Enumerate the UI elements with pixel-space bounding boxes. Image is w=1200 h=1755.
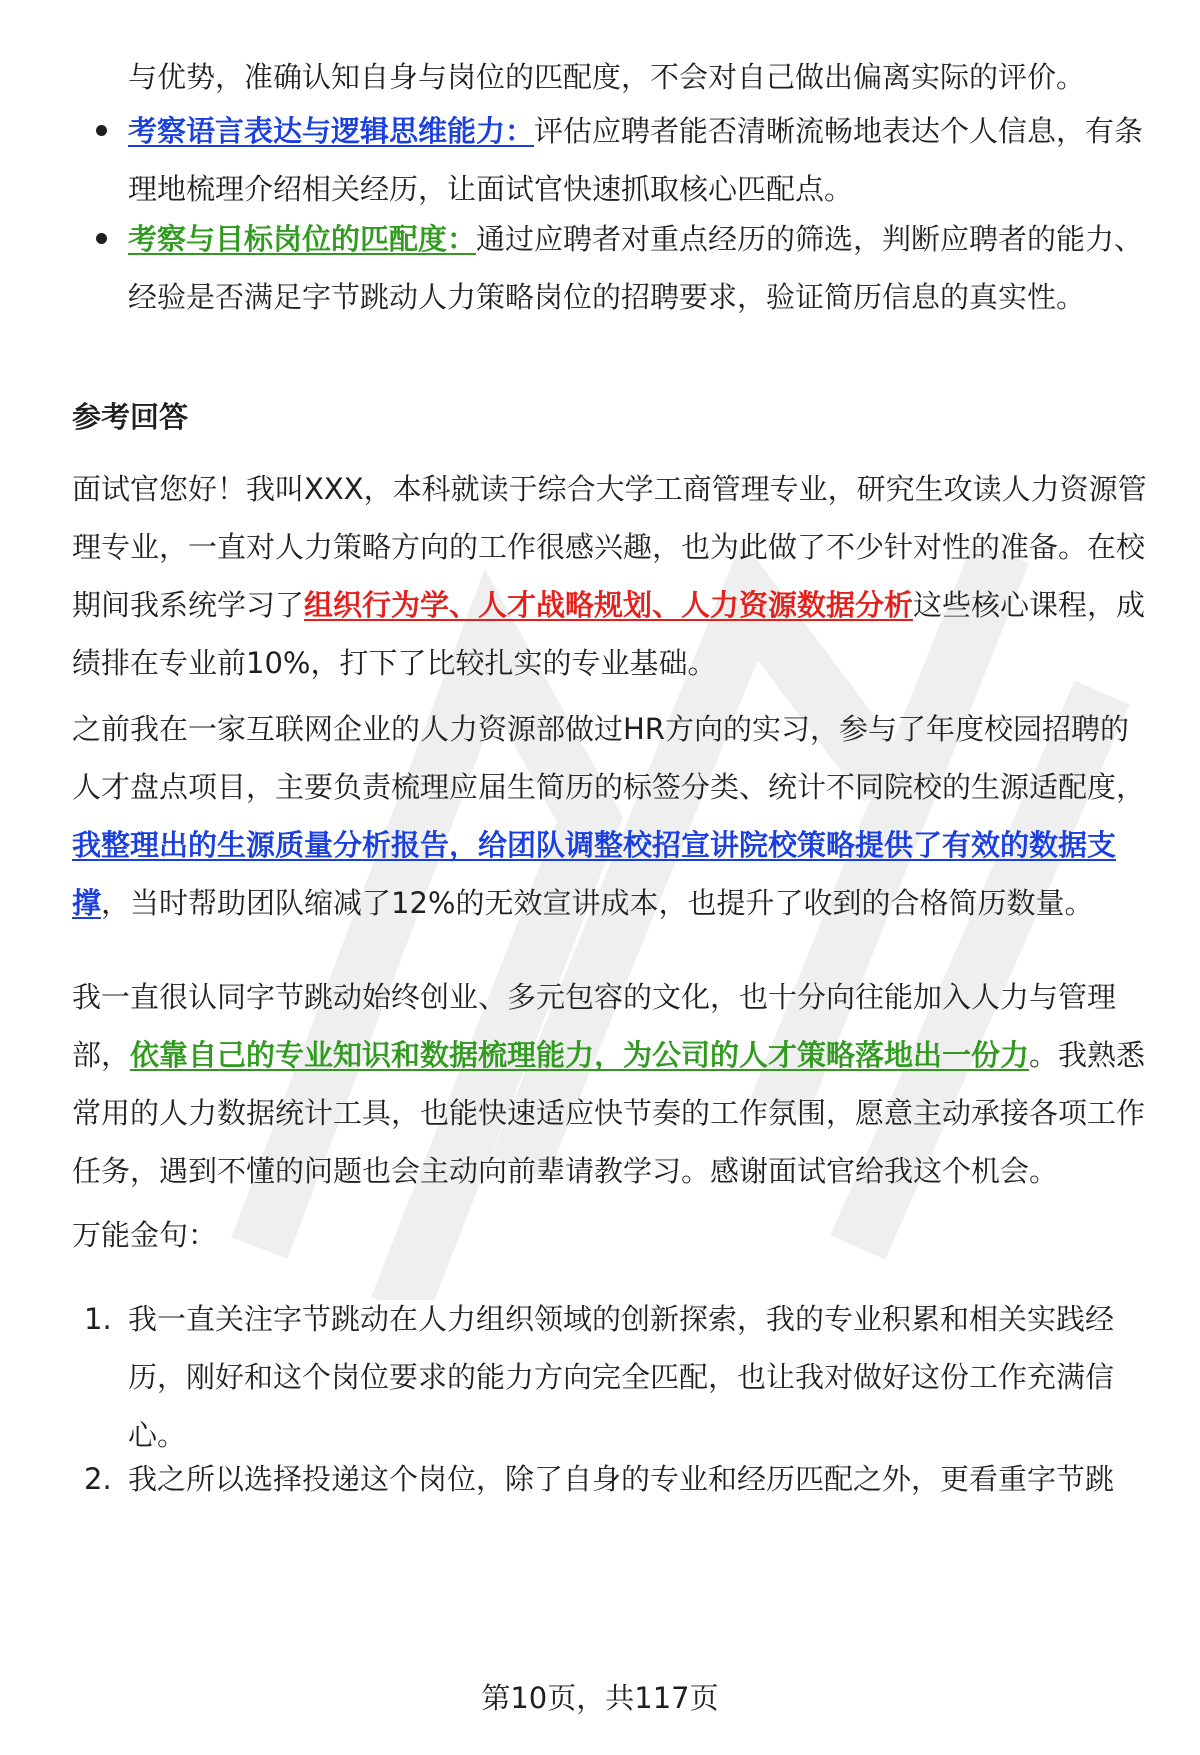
paragraph-text: ，当时帮助团队缩减了12%的无效宣讲成本，也提升了收到的合格简历数量。 xyxy=(101,886,1094,920)
bullet-item-match xyxy=(128,210,1152,326)
paragraph-text: 之前我在一家互联网企业的人力资源部做过HR方向的实习，参与了年度校园招聘的人才盘点项目，主要负责梳理应届生简历的标签分类、统计不同院校的生源适配度， xyxy=(72,712,1146,804)
answer-paragraph-1 xyxy=(72,460,1152,692)
bullet-title: 考察与目标岗位的匹配度： xyxy=(128,222,477,256)
paragraph-text: 面试官您好！我叫XXX，本科就读于综合大学工商管理专业，研究生攻读人力资源管理专业，一直对人力策略方向的工作很感兴趣，也为此做了不少针对性的准备。在校期间我系统学习了 xyxy=(72,472,1147,622)
bullet-text: 评估应聘者能否清晰流畅地表达个人信息，有条理地梳理介绍相关经历，让面试官快速抓取核心匹配点。 xyxy=(128,114,1144,206)
answer-paragraph-2 xyxy=(72,700,1152,932)
list-item: 我之所以选择投递这个岗位，除了自身的专业和经历匹配之外，更看重字节跳 xyxy=(128,1462,1115,1496)
bullet-text: 通过应聘者对重点经历的筛选，判断应聘者的能力、经验是否满足字节跳动人力策略岗位的招聘要求，验证简历信息的真实性。 xyxy=(128,222,1144,314)
bullet-icon xyxy=(96,125,107,136)
intro-tail-text: 与优势，准确认知自身与岗位的匹配度，不会对自己做出偏离实际的评价。 xyxy=(128,60,1086,94)
golden-heading: 万能金句： xyxy=(72,1218,218,1252)
answer-paragraph-3 xyxy=(72,968,1152,1200)
list-item: 我一直关注字节跳动在人力组织领域的创新探索，我的专业积累和相关实践经历，刚好和这个岗位要求的能力方向完全匹配，也让我对做好这份工作充满信心。 xyxy=(128,1302,1115,1452)
highlight-text: 依靠自己的专业知识和数据梳理能力，为公司的人才策略落地出一份力 xyxy=(130,1038,1030,1072)
paragraph-text: 这些核心课程，成绩排在专业前10%，打下了比较扎实的专业基础。 xyxy=(72,588,1146,680)
section-heading: 参考回答 xyxy=(72,400,189,434)
paragraph-text: 我一直很认同字节跳动始终创业、多元包容的文化，也十分向往能加入人力与管理部， xyxy=(72,980,1117,1072)
highlight-text: 组织行为学、人才战略规划、人力资源数据分析 xyxy=(304,588,914,622)
page-footer: 第10页，共117页 xyxy=(481,1681,719,1715)
list-number: 2. xyxy=(84,1462,112,1496)
bullet-icon xyxy=(96,233,107,244)
list-number: 1. xyxy=(84,1302,112,1336)
bullet-title: 考察语言表达与逻辑思维能力： xyxy=(128,114,535,148)
bullet-item-language xyxy=(128,102,1152,218)
highlight-text: 我整理出的生源质量分析报告，给团队调整校招宣讲院校策略提供了有效的数据支撑 xyxy=(72,828,1117,920)
paragraph-text: 。我熟悉常用的人力数据统计工具，也能快速适应快节奏的工作氛围，愿意主动承接各项工作任务，遇到不懂的问题也会主动向前辈请教学习。感谢面试官给我这个机会。 xyxy=(72,1038,1146,1188)
